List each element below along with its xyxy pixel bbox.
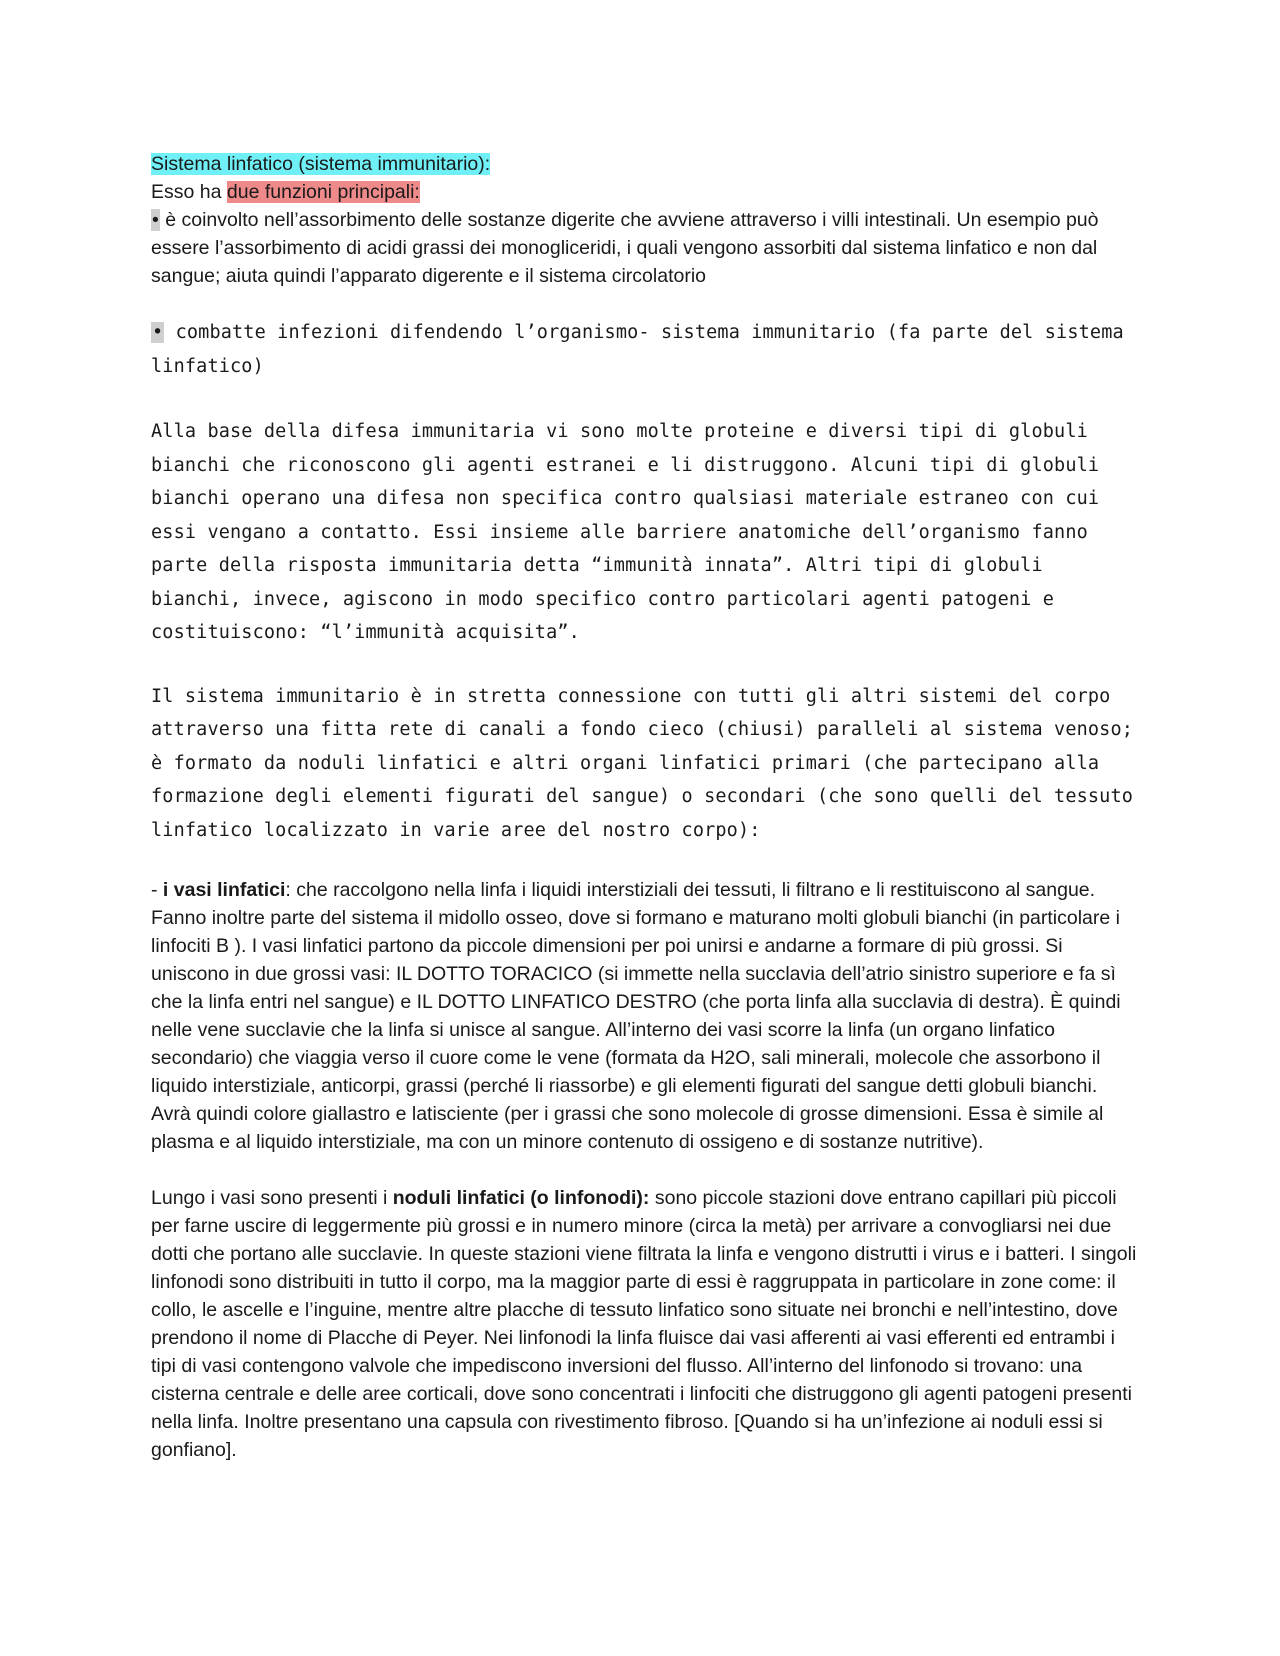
spacer: [151, 847, 1141, 876]
spacer: [151, 290, 1141, 316]
bullet-text: combatte infezioni difendendo l’organismo- sistema immunitario (fa parte del sistema linfatico): [151, 322, 1124, 377]
intro-highlight: due funzioni principali:: [226, 181, 420, 203]
title-highlight: Sistema linfatico (sistema immunitario):: [151, 153, 491, 175]
bullet-text: è coinvolto nell’assorbimento delle sostanze digerite che avviene attraverso i villi intestinali. Un esempio può essere l’assorbimento di acidi grassi dei monogliceridi, i quali vengono assorbiti dal sistema linfatico e non dal sangue; aiuta quindi l’apparato digerente e il sistema circolatorio: [151, 209, 1099, 287]
vessels-dash: -: [151, 879, 163, 901]
nodes-term: noduli linfatici (o linfonodi):: [392, 1187, 650, 1209]
nodes-prefix: Lungo i vasi sono presenti i: [151, 1187, 393, 1209]
document-page: [151, 150, 1141, 1464]
intro-prefix: Esso ha: [151, 181, 227, 203]
vessels-term: i vasi linfatici: [162, 879, 286, 901]
bullet-item-immunity: [151, 316, 1141, 383]
paragraph-lymph-vessels: [151, 876, 1141, 1156]
spacer: [151, 383, 1141, 415]
paragraph-immune-system: Il sistema immunitario è in stretta connessione con tutti gli altri sistemi del corpo attraverso una fitta rete di canali a fondo cieco (chiusi) paralleli al sistema venoso; è formato da noduli linfatici e altri organi linfatici primari (che partecipano alla formazione degli elementi figurati del sangue) o secondari (che sono quelli del tessuto linfatico localizzato in varie aree del nostro corpo):: [151, 685, 1134, 841]
intro-line: [151, 178, 1141, 206]
spacer: [151, 650, 1141, 680]
paragraph-immune-defense: Alla base della difesa immunitaria vi sono molte proteine e diversi tipi di globuli bianchi che riconoscono gli agenti estranei e li distruggono. Alcuni tipi di globuli bianchi operano una difesa non specifica contro qualsiasi materiale estraneo con cui essi vengano a contatto. Essi insieme alle barriere anatomiche dell’organismo fanno parte della risposta immunitaria detta “immunità innata”. Altri tipi di globuli bianchi, invece, agiscono in modo specifico contro particolari agenti patogeni e costituiscono: “l’immunità acquisita”.: [151, 421, 1100, 643]
bullet-item-absorption: [151, 206, 1141, 290]
spacer: [151, 1156, 1141, 1184]
bullet-icon: •: [152, 322, 164, 343]
vessels-text: : che raccolgono nella linfa i liquidi interstiziali dei tessuti, li filtrano e li restituiscono al sangue. Fanno inoltre parte del sistema il midollo osseo, dove si formano e maturano molti globuli bianchi (in particolare i linfociti B ). I vasi linfatici partono da piccole dimensioni per poi unirsi e andarne a formare di più grossi. Si uniscono in due grossi vasi: IL DOTTO TORACICO (si immette nella succlavia dell’atrio sinistro superiore e fa sì che la linfa entri nel sangue) e IL DOTTO LINFATICO DESTRO (che porta linfa alla succlavia di destra). È quindi nelle vene succlavie che la linfa si unisce al sangue. All’interno dei vasi scorre la linfa (un organo linfatico secondario) che viaggia verso il cuore come le vene (formata da H2O, sali minerali, molecole che assorbono il liquido interstiziale, anticorpi, grassi (perché li riassorbe) e gli elementi figurati del sangue detti globuli bianchi. Avrà quindi colore giallastro e latisciente (per i grassi che sono molecole di grosse dimensioni. Essa è simile al plasma e al liquido interstiziale, ma con un minore contenuto di ossigeno e di sostanze nutritive).: [151, 879, 1121, 1153]
paragraph-lymph-nodes: [151, 1184, 1141, 1464]
bullet-icon: •: [152, 209, 159, 231]
section-title: [151, 150, 1141, 178]
nodes-text: sono piccole stazioni dove entrano capillari più piccoli per farne uscire di leggermente più grossi e in numero minore (circa la metà) per arrivare a convogliarsi nei due dotti che portano alle succlavie. In queste stazioni viene filtrata la linfa e vengono distrutti i virus e i batteri. I singoli linfonodi sono distribuiti in tutto il corpo, ma la maggior parte di essi è raggruppata in particolare in zone come: il collo, le ascelle e l’inguine, mentre altre placche di tessuto linfatico sono situate nei bronchi e nell’intestino, dove prendono il nome di Placche di Peyer. Nei linfonodi la linfa fluisce dai vasi afferenti ai vasi efferenti ed entrambi i tipi di vasi contengono valvole che impediscono inversioni del flusso. All’interno del linfonodo si trovano: una cisterna centrale e delle aree corticali, dove sono concentrati i linfociti che distruggono gli agenti patogeni presenti nella linfa. Inoltre presentano una capsula con rivestimento fibroso. [Quando si ha un’infezione ai noduli essi si gonfiano].: [151, 1187, 1137, 1461]
